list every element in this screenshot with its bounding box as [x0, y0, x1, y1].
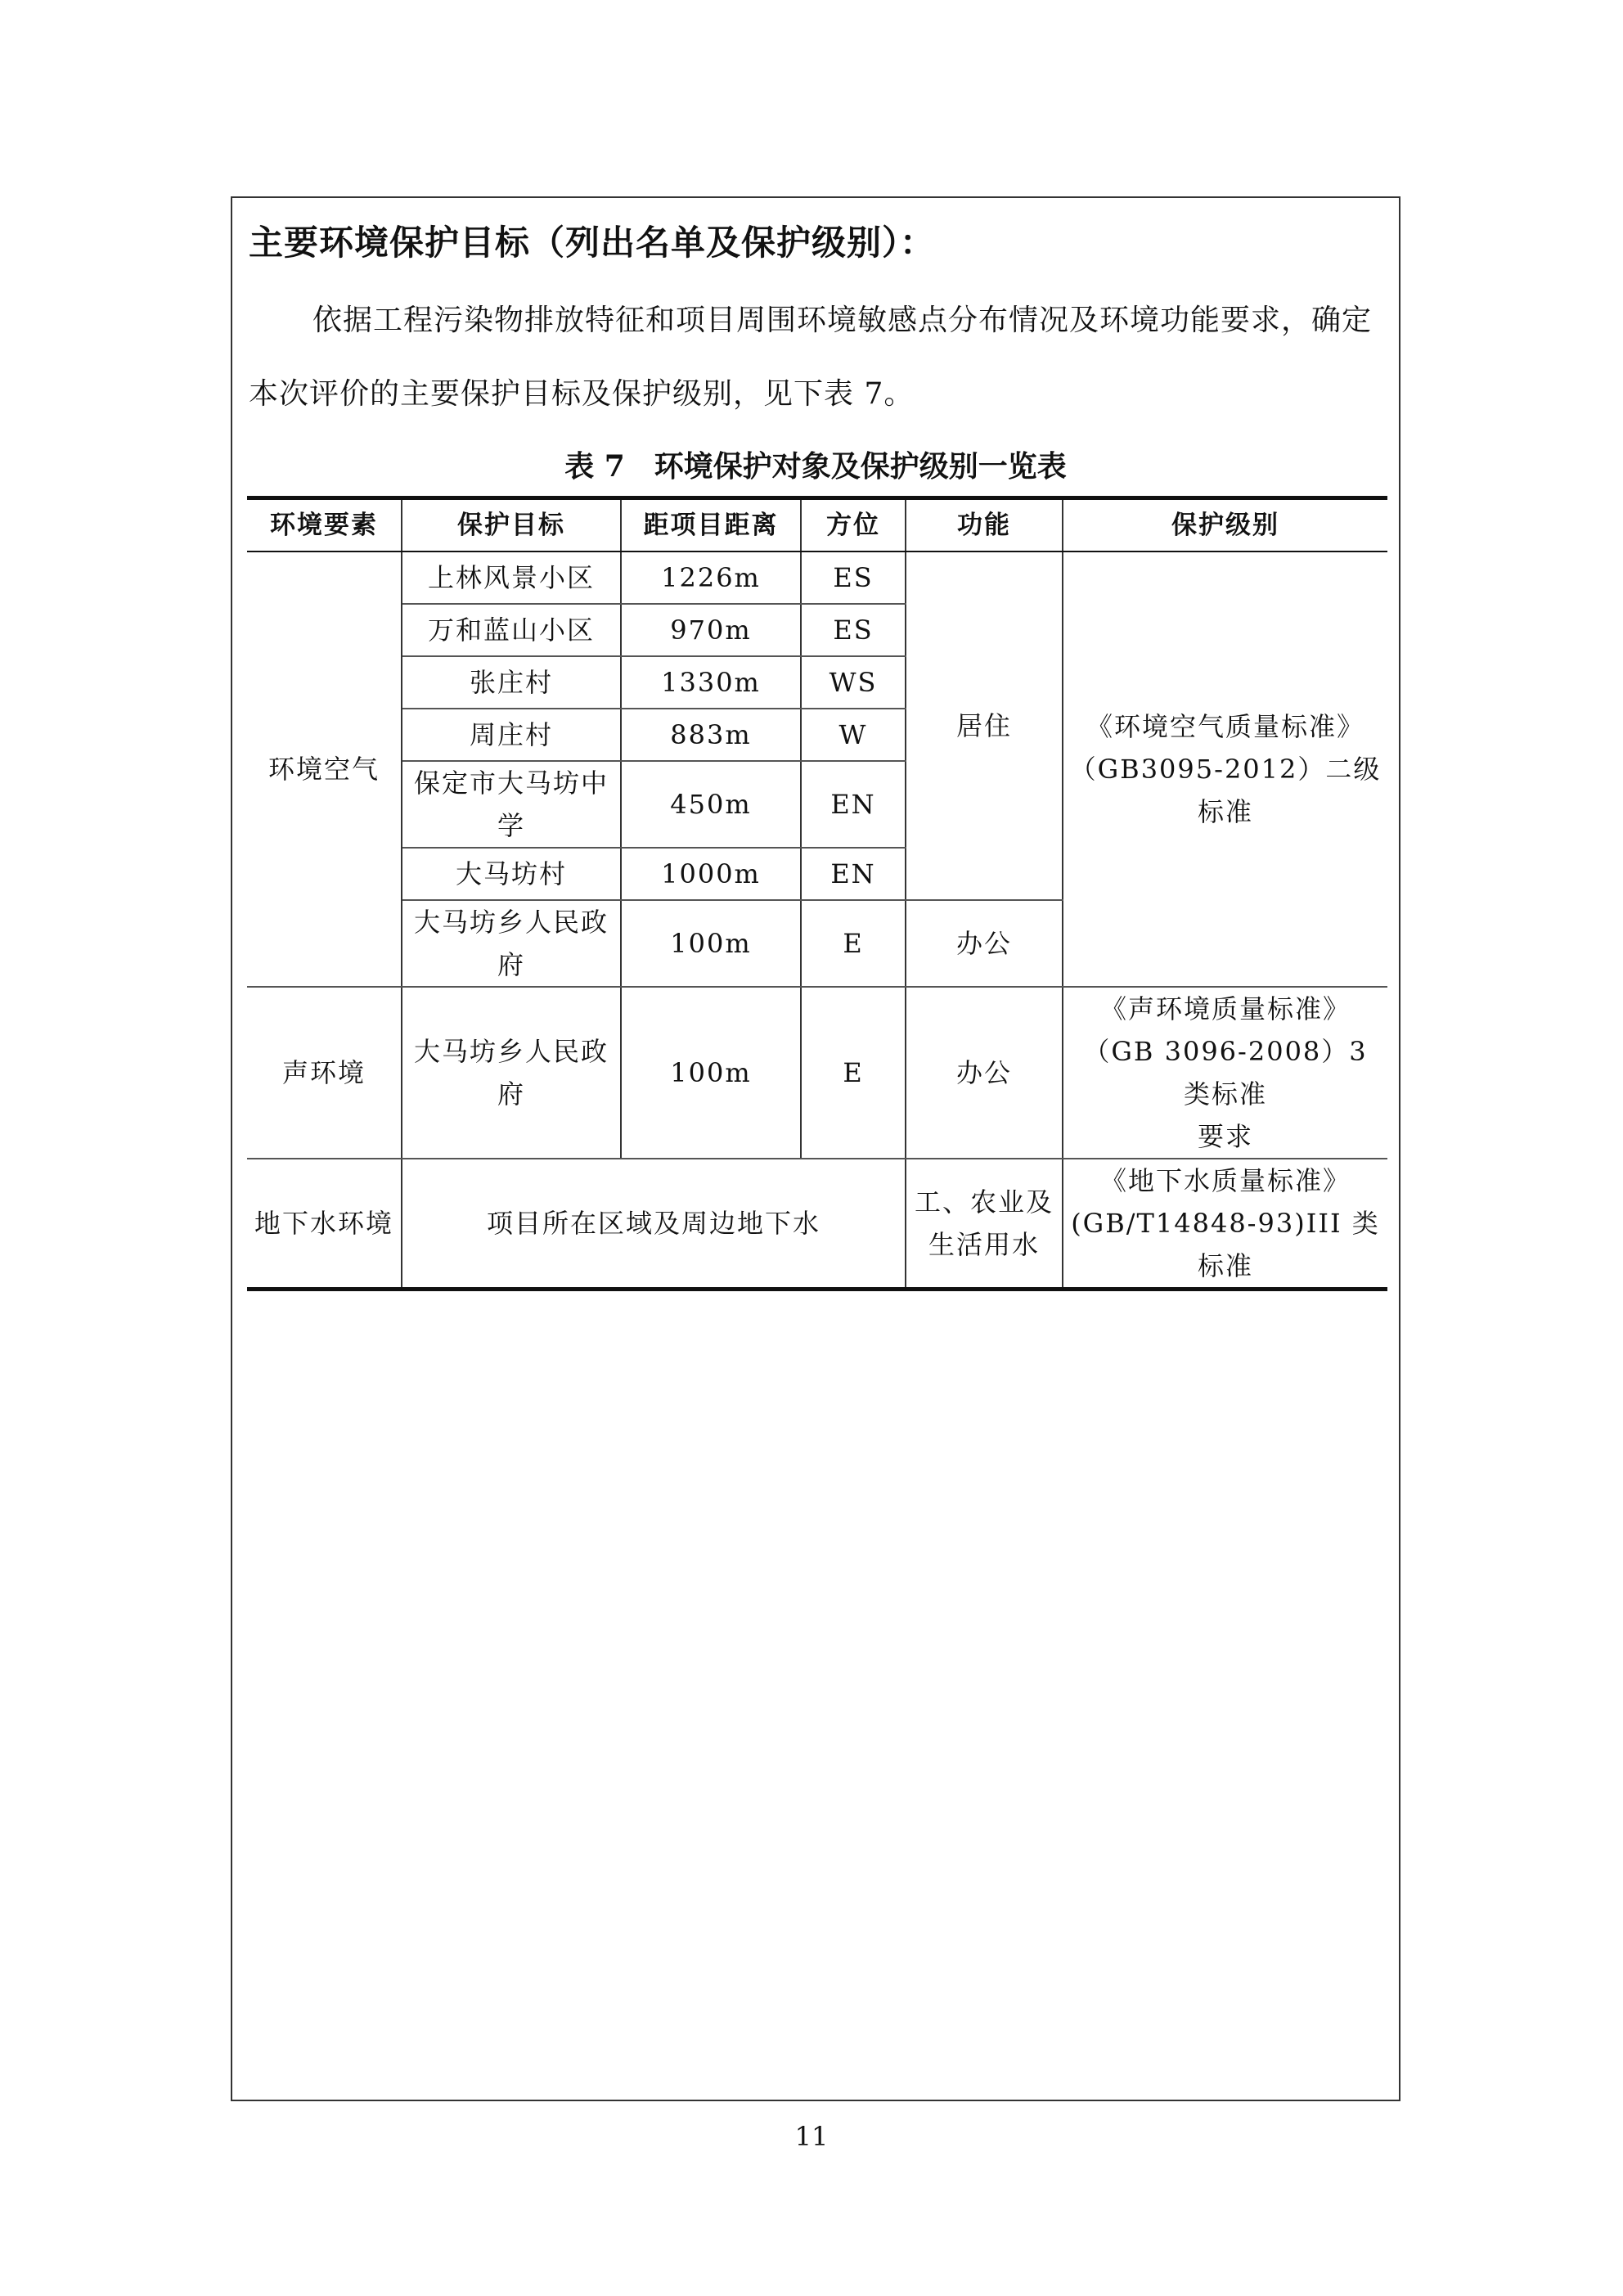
distance-cell: 883m — [621, 709, 801, 761]
page-frame — [231, 196, 1400, 2101]
table-row — [247, 1159, 1387, 1290]
target-cell: 大马坊乡人民政府 — [402, 900, 621, 987]
distance-cell: 970m — [621, 604, 801, 656]
target-groundwater: 项目所在区域及周边地下水 — [402, 1159, 906, 1290]
level-noise — [1063, 987, 1387, 1159]
distance-cell: 1000m — [621, 848, 801, 900]
target-cell: 周庄村 — [402, 709, 621, 761]
header-distance: 距项目距离 — [621, 498, 801, 552]
table-row — [247, 551, 1387, 604]
page-number: 11 — [794, 2121, 829, 2152]
direction-cell: WS — [801, 656, 906, 709]
level-air — [1063, 551, 1387, 987]
level-noise-line2: （GB 3096-2008）3 类标准 — [1083, 1036, 1368, 1110]
element-noise: 声环境 — [247, 987, 402, 1159]
level-groundwater — [1063, 1159, 1387, 1290]
level-groundwater-line2: (GB/T14848-93)III 类标准 — [1071, 1208, 1380, 1281]
header-function: 功能 — [906, 498, 1063, 552]
intro-paragraph: 依据工程污染物排放特征和项目周围环境敏感点分布情况及环境功能要求，确定本次评价的主要保护目标及保护级别，见下表 7。 — [249, 304, 1373, 411]
distance-cell: 450m — [621, 761, 801, 848]
direction-cell: E — [801, 987, 906, 1159]
direction-cell: EN — [801, 761, 906, 848]
direction-cell: ES — [801, 604, 906, 656]
direction-cell: EN — [801, 848, 906, 900]
function-residential: 居住 — [906, 551, 1063, 900]
header-level: 保护级别 — [1063, 498, 1387, 552]
header-direction: 方位 — [801, 498, 906, 552]
header-target: 保护目标 — [402, 498, 621, 552]
distance-cell: 1330m — [621, 656, 801, 709]
direction-cell: W — [801, 709, 906, 761]
function-office: 办公 — [906, 900, 1063, 987]
function-cell: 办公 — [906, 987, 1063, 1159]
target-cell: 大马坊村 — [402, 848, 621, 900]
table-header-row — [247, 498, 1387, 552]
direction-cell: ES — [801, 551, 906, 604]
table-caption: 表 7 环境保护对象及保护级别一览表 — [564, 449, 1067, 484]
distance-cell: 1226m — [621, 551, 801, 604]
element-groundwater: 地下水环境 — [247, 1159, 402, 1290]
target-cell: 上林风景小区 — [402, 551, 621, 604]
target-cell: 张庄村 — [402, 656, 621, 709]
function-groundwater: 工、农业及生活用水 — [906, 1159, 1063, 1290]
target-cell: 万和蓝山小区 — [402, 604, 621, 656]
level-noise-line3: 要求 — [1197, 1121, 1253, 1152]
target-cell: 保定市大马坊中学 — [402, 761, 621, 848]
target-cell: 大马坊乡人民政府 — [402, 987, 621, 1159]
table-row — [247, 987, 1387, 1159]
level-noise-line1: 《声环境质量标准》 — [1099, 993, 1351, 1024]
distance-cell: 100m — [621, 987, 801, 1159]
header-element: 环境要素 — [247, 498, 402, 552]
element-air: 环境空气 — [247, 551, 402, 987]
level-air-line1: 《环境空气质量标准》 — [1086, 711, 1364, 742]
protection-table — [247, 496, 1387, 1291]
direction-cell: E — [801, 900, 906, 987]
section-heading: 主要环境保护目标（列出名单及保护级别）： — [249, 223, 936, 263]
level-air-line2: （GB3095-2012）二级标准 — [1069, 754, 1382, 827]
distance-cell: 100m — [621, 900, 801, 987]
level-groundwater-line1: 《地下水质量标准》 — [1099, 1165, 1351, 1196]
